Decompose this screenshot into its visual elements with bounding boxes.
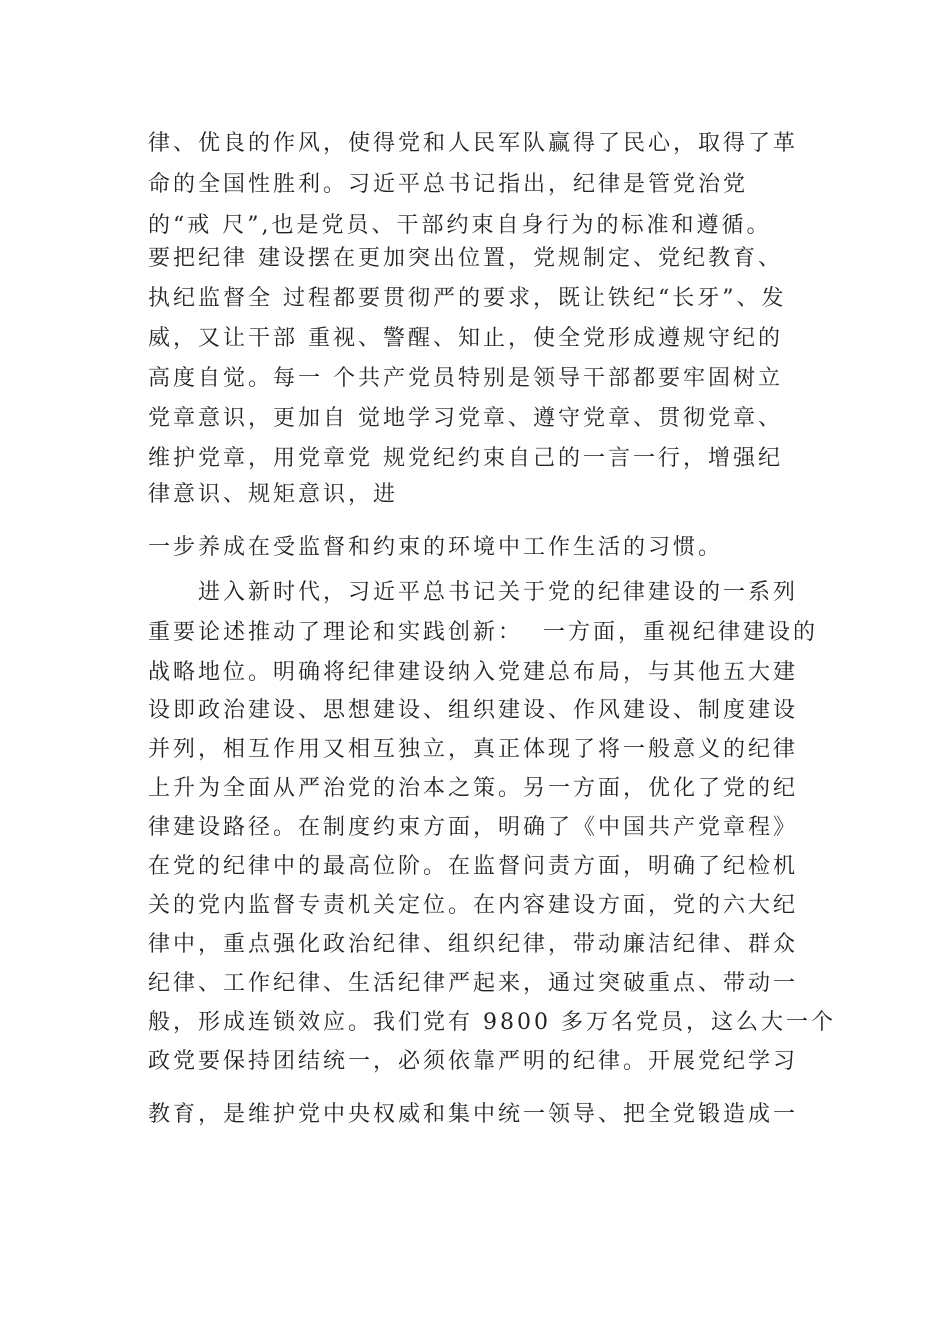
- text-line: 律中，重点强化政治纪律、组织纪律，带动廉洁纪律、群众: [148, 932, 799, 957]
- text-line: 教育，是维护党中央权威和集中统一领导、把全党锻造成一: [148, 1102, 799, 1127]
- text-line: 并列，相互作用又相互独立，真正体现了将一般意义的纪律: [148, 737, 799, 762]
- text-line: 执纪监督全 过程都要贯彻严的要求，既让铁纪“长牙”、发: [148, 286, 787, 311]
- text-line: 维护党章，用党章党 规党纪约束自己的一言一行，增强纪: [148, 446, 783, 471]
- text-line: 律建设路径。在制度约束方面，明确了《中国共产党章程》: [148, 815, 799, 840]
- text-line: 高度自觉。每一 个共产党员特别是领导干部都要牢固树立: [148, 366, 783, 391]
- text-line: 命的全国性胜利。习近平总书记指出，纪律是管党治党: [148, 172, 749, 197]
- text-line: 战略地位。明确将纪律建设纳入党建总布局，与其他五大建: [148, 660, 799, 685]
- text-line: 的“戒 尺”,也是党员、干部约束自身行为的标准和遵循。: [148, 213, 772, 238]
- text-line: 般，形成连锁效应。我们党有 9800 多万名党员，这么大一个: [148, 1010, 836, 1035]
- text-line: 一步养成在受监督和约束的环境中工作生活的习惯。: [148, 535, 724, 560]
- paragraph-first-line: 进入新时代，习近平总书记关于党的纪律建设的一系列: [198, 580, 799, 605]
- text-line: 设即政治建设、思想建设、组织建设、作风建设、制度建设: [148, 698, 799, 723]
- text-line: 律、优良的作风，使得党和人民军队赢得了民心，取得了革: [148, 131, 799, 156]
- text-line: 纪律、工作纪律、生活纪律严起来，通过突破重点、带动一: [148, 971, 799, 996]
- text-line: 要把纪律 建设摆在更加突出位置，党规制定、党纪教育、: [148, 246, 783, 271]
- text-line: 重要论述推动了理论和实践创新： 一方面，重视纪律建设的: [148, 620, 818, 645]
- text-line: 政党要保持团结统一，必须依靠严明的纪律。开展党纪学习: [148, 1049, 799, 1074]
- text-line: 党章意识，更加自 觉地学习党章、遵守党章、贯彻党章、: [148, 406, 783, 431]
- text-line: 关的党内监督专责机关定位。在内容建设方面，党的六大纪: [148, 893, 799, 918]
- text-line: 律意识、规矩意识，进: [148, 482, 399, 507]
- text-line: 上升为全面从严治党的治本之策。另一方面，优化了党的纪: [148, 776, 799, 801]
- text-line: 在党的纪律中的最高位阶。在监督问责方面，明确了纪检机: [148, 854, 799, 879]
- text-line: 威，又让干部 重视、警醒、知止，使全党形成遵规守纪的: [148, 326, 783, 351]
